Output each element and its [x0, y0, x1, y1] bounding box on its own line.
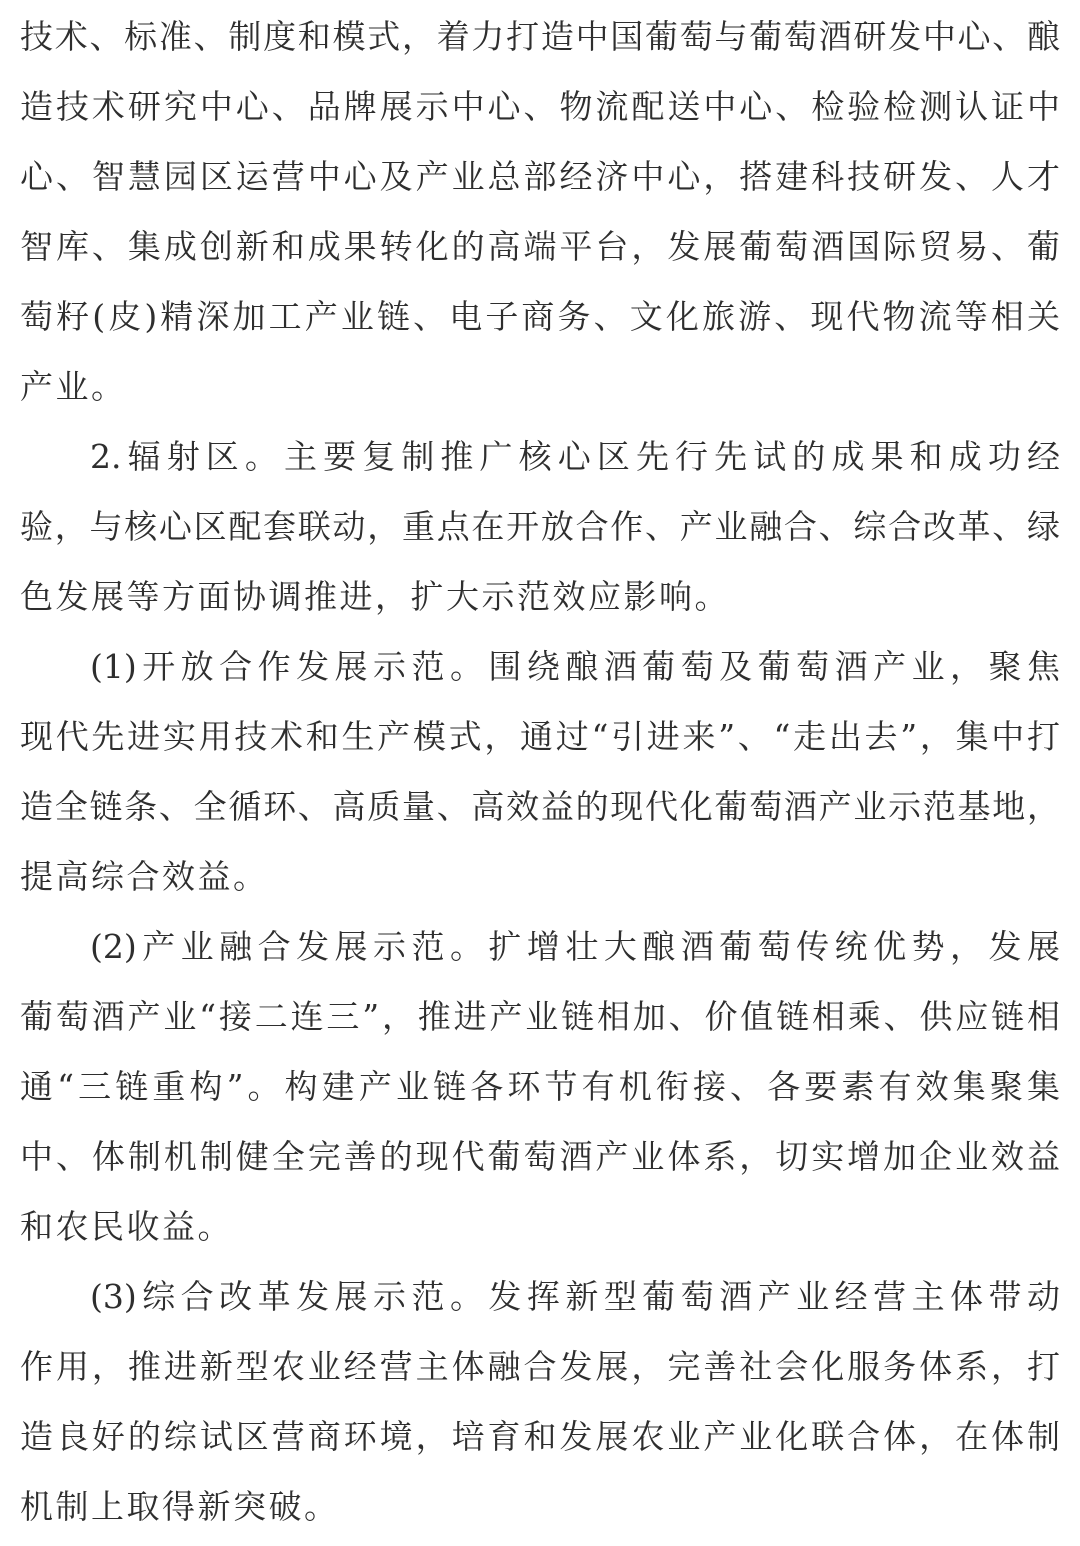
text-line: (2)产业融合发展示范。扩增壮大酿酒葡萄传统优势，发展: [90, 927, 1060, 966]
text-line: 造良好的综试区营商环境，培育和发展农业产业化联合体，在体制: [20, 1417, 1060, 1456]
text-line: 葡萄酒产业“接二连三”，推进产业链相加、价值链相乘、供应链相: [20, 997, 1060, 1036]
document-body: [20, 2, 1060, 1542]
paragraph: [20, 912, 1060, 1262]
text-line: 萄籽(皮)精深加工产业链、电子商务、文化旅游、现代物流等相关: [20, 297, 1060, 336]
paragraph: [20, 422, 1060, 632]
text-line: 技术、标准、制度和模式，着力打造中国葡萄与葡萄酒研发中心、酿: [20, 17, 1060, 56]
text-line: (3)综合改革发展示范。发挥新型葡萄酒产业经营主体带动: [90, 1277, 1060, 1316]
text-line: (1)开放合作发展示范。围绕酿酒葡萄及葡萄酒产业，聚焦: [90, 647, 1060, 686]
text-line: 造技术研究中心、品牌展示中心、物流配送中心、检验检测认证中: [20, 87, 1060, 126]
text-line: 智库、集成创新和成果转化的高端平台，发展葡萄酒国际贸易、葡: [20, 227, 1060, 266]
text-line: 现代先进实用技术和生产模式，通过“引进来”、“走出去”，集中打: [20, 717, 1060, 756]
text-line: 验，与核心区配套联动，重点在开放合作、产业融合、综合改革、绿: [20, 507, 1060, 546]
text-line: 心、智慧园区运营中心及产业总部经济中心，搭建科技研发、人才: [20, 157, 1060, 196]
text-line: 色发展等方面协调推进，扩大示范效应影响。: [20, 577, 730, 616]
text-line: 提高综合效益。: [20, 857, 269, 896]
paragraph: [20, 1262, 1060, 1542]
text-line: 2.辐射区。主要复制推广核心区先行先试的成果和成功经: [90, 437, 1060, 476]
text-line: 作用，推进新型农业经营主体融合发展，完善社会化服务体系，打: [20, 1347, 1060, 1386]
text-line: 产业。: [20, 367, 127, 406]
text-line: 通“三链重构”。构建产业链各环节有机衔接、各要素有效集聚集: [20, 1067, 1060, 1106]
text-line: 机制上取得新突破。: [20, 1487, 340, 1526]
text-line: 造全链条、全循环、高质量、高效益的现代化葡萄酒产业示范基地，: [20, 787, 1060, 826]
text-line: 中、体制机制健全完善的现代葡萄酒产业体系，切实增加企业效益: [20, 1137, 1060, 1176]
text-line: 和农民收益。: [20, 1207, 233, 1246]
paragraph: [20, 632, 1060, 912]
paragraph: [20, 2, 1060, 422]
